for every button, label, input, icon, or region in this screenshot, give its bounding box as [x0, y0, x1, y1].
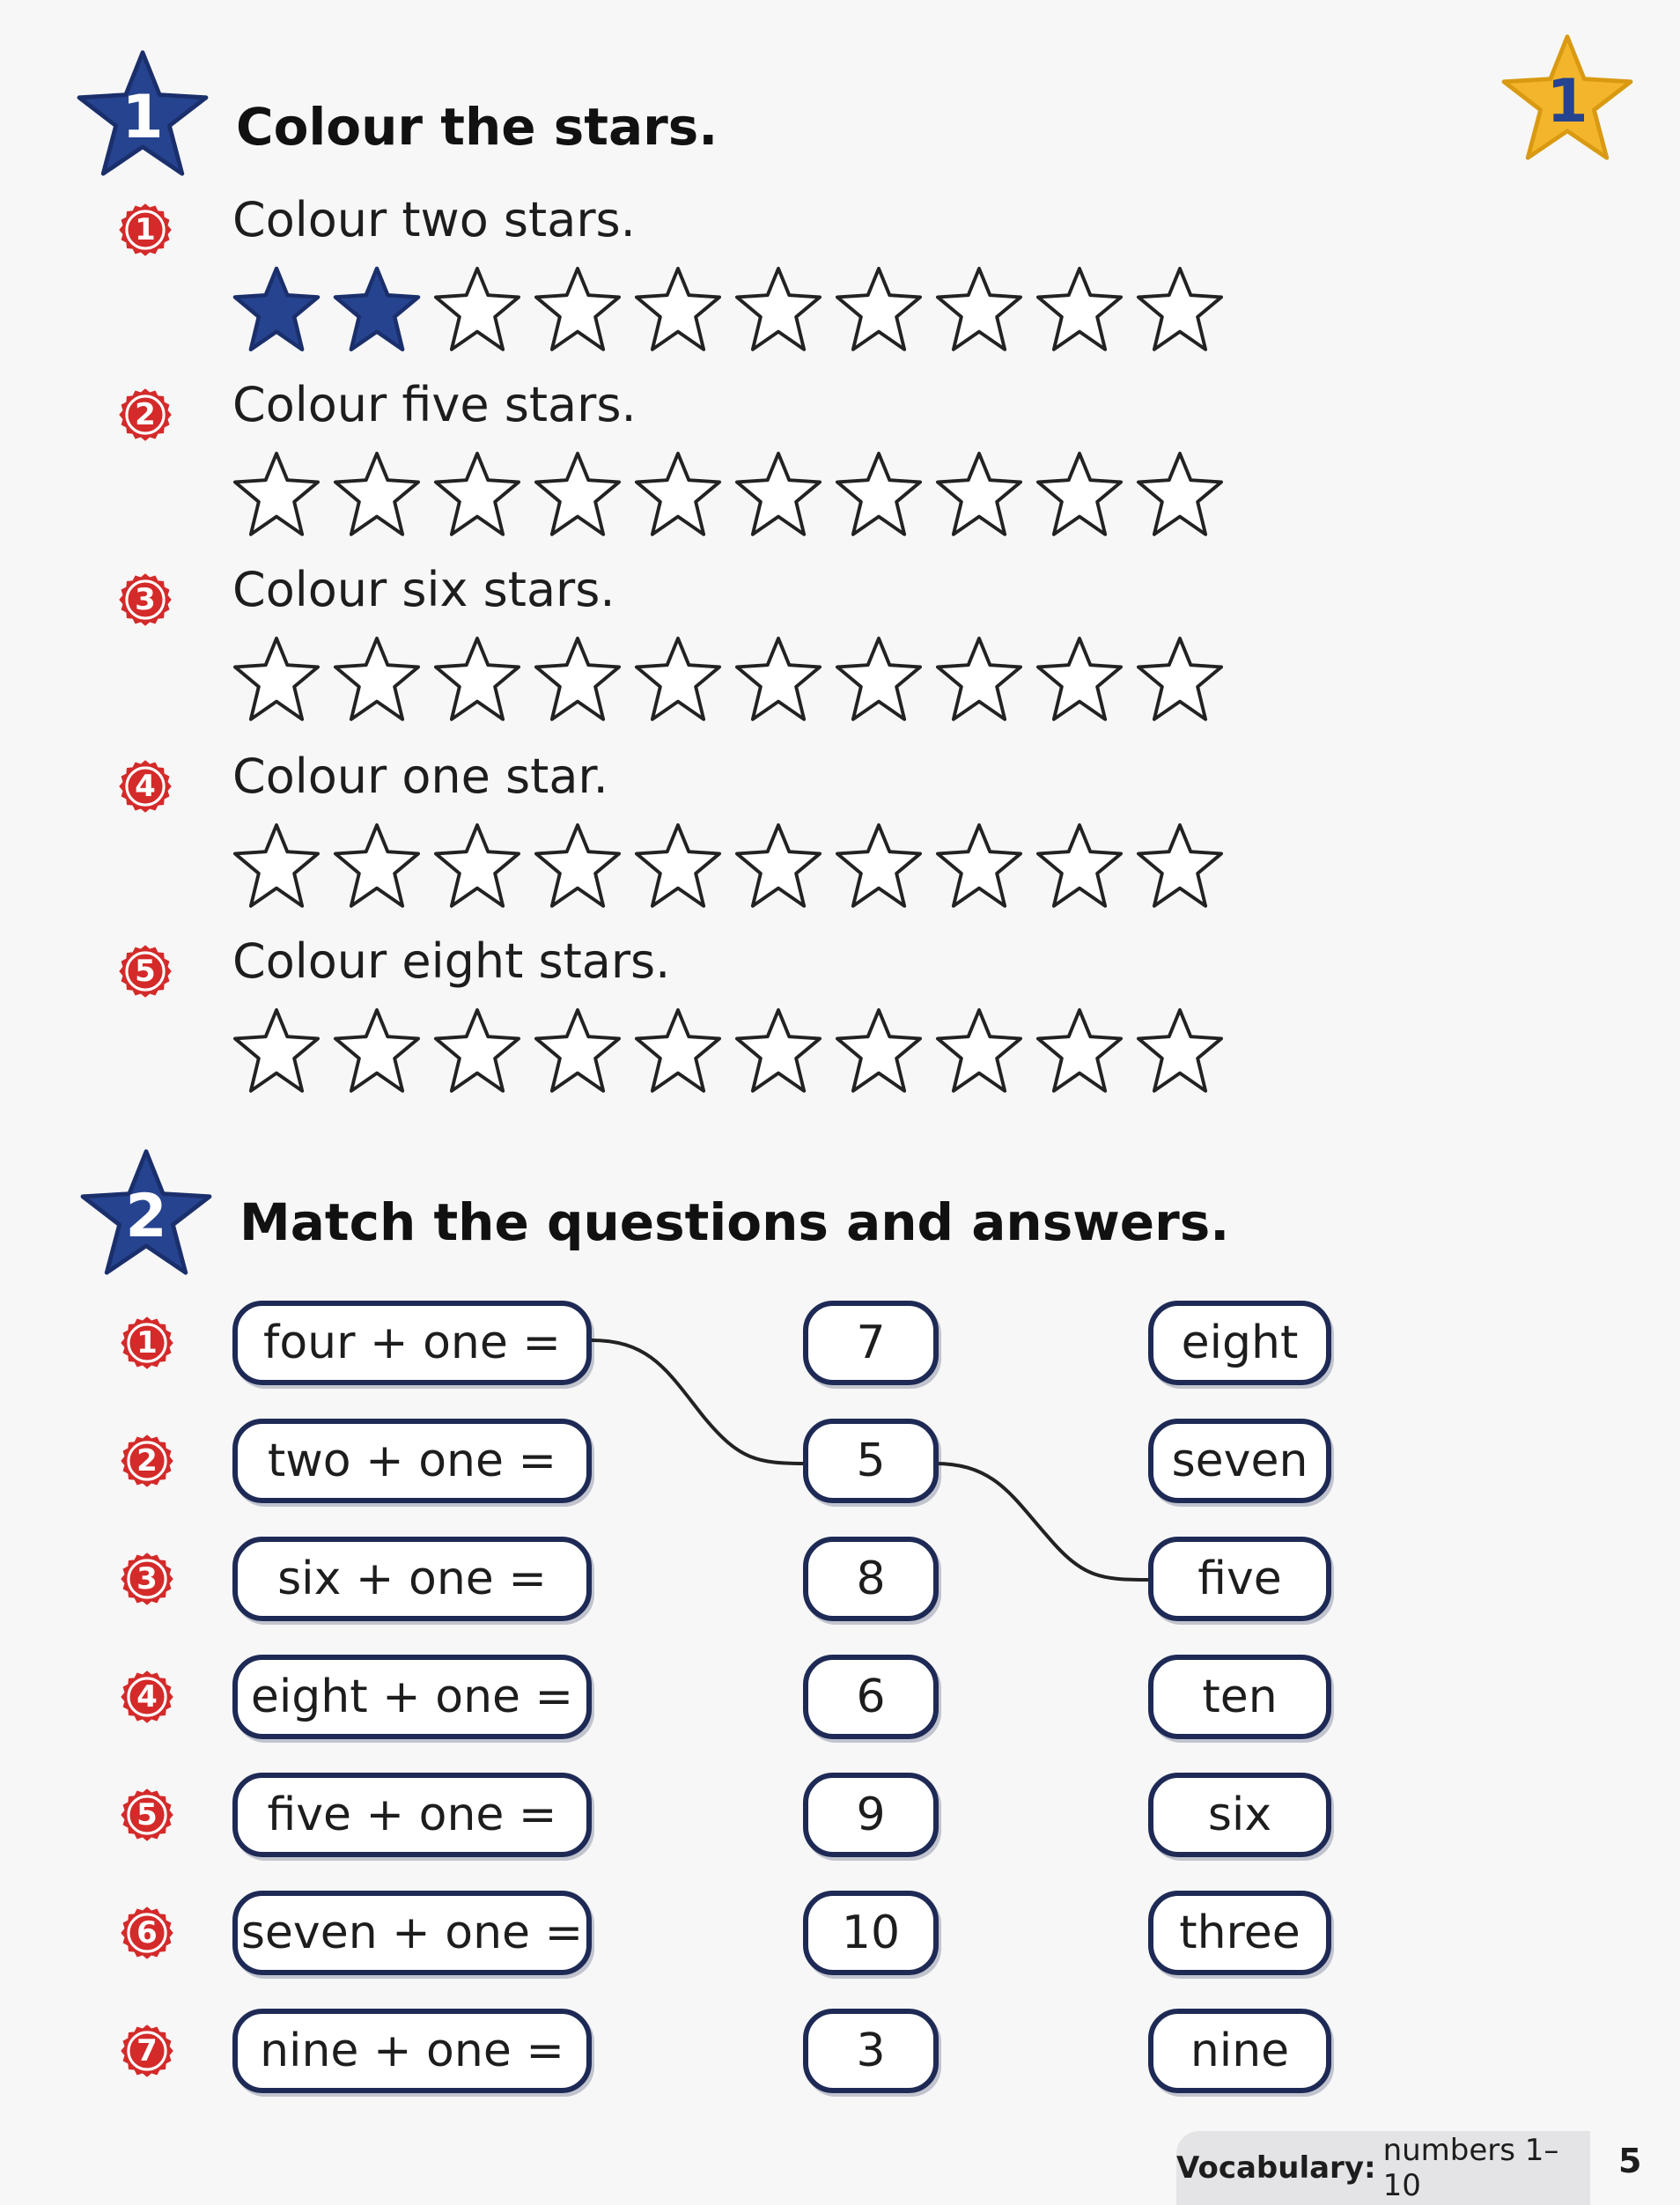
item-number: 6 [136, 1915, 158, 1951]
section-1-number: 1 [122, 82, 164, 152]
question-pill[interactable]: seven + one = [232, 1891, 592, 1975]
word-pill[interactable]: six [1148, 1773, 1331, 1857]
page-number: 5 [1618, 2142, 1642, 2180]
question-pill[interactable]: two + one = [232, 1419, 592, 1503]
item-number: 1 [135, 212, 156, 247]
number-pill[interactable]: 7 [803, 1301, 939, 1385]
item-number: 2 [135, 397, 156, 432]
item-number: 2 [136, 1443, 158, 1479]
question-pill[interactable]: five + one = [232, 1773, 592, 1857]
footer-label: Vocabulary: [1176, 2150, 1376, 2186]
item-number-badge [120, 1434, 174, 1488]
question-pill[interactable]: four + one = [232, 1301, 592, 1385]
section-1-title: Colour the stars. [236, 97, 718, 157]
item-number-badge [120, 2024, 174, 2078]
item-number: 4 [135, 769, 156, 804]
item-number-badge [120, 1316, 174, 1370]
unit-number: 1 [1546, 66, 1588, 136]
number-pill[interactable]: 9 [803, 1773, 939, 1857]
star-row-prompt: Colour five stars. [232, 377, 637, 432]
footer-topic [1176, 2131, 1590, 2205]
word-pill[interactable]: seven [1148, 1419, 1331, 1503]
word-pill[interactable]: eight [1148, 1301, 1331, 1385]
number-pill[interactable]: 5 [803, 1419, 939, 1503]
match-line [935, 1464, 1150, 1580]
question-pill[interactable]: nine + one = [232, 2009, 592, 2093]
item-number-badge [120, 1788, 174, 1842]
item-number: 1 [136, 1325, 158, 1361]
word-pill[interactable]: three [1148, 1891, 1331, 1975]
word-pill[interactable]: five [1148, 1537, 1331, 1621]
item-number: 3 [135, 582, 156, 617]
section-2-number: 2 [125, 1181, 167, 1251]
number-pill[interactable]: 8 [803, 1537, 939, 1621]
star-row-prompt: Colour six stars. [232, 562, 615, 617]
star-row-prompt: Colour two stars. [232, 192, 636, 247]
number-pill[interactable]: 3 [803, 2009, 939, 2093]
item-number: 5 [135, 954, 156, 989]
question-pill[interactable]: six + one = [232, 1537, 592, 1621]
match-line [592, 1340, 807, 1464]
question-pill[interactable]: eight + one = [232, 1655, 592, 1739]
item-number-badge [120, 1670, 174, 1724]
item-number: 7 [136, 2033, 158, 2069]
number-pill[interactable]: 6 [803, 1655, 939, 1739]
item-number-badge [120, 1552, 174, 1606]
word-pill[interactable]: ten [1148, 1655, 1331, 1739]
star-row-prompt: Colour one star. [232, 749, 608, 804]
item-number: 4 [136, 1679, 158, 1715]
word-pill[interactable]: nine [1148, 2009, 1331, 2093]
star-row-prompt: Colour eight stars. [232, 933, 671, 989]
section-2-title: Match the questions and answers. [239, 1192, 1230, 1252]
number-pill[interactable]: 10 [803, 1891, 939, 1975]
item-number-badge [120, 1906, 174, 1960]
item-number: 5 [136, 1797, 158, 1833]
footer-topic-text: numbers 1–10 [1382, 2133, 1559, 2203]
item-number: 3 [136, 1561, 158, 1597]
